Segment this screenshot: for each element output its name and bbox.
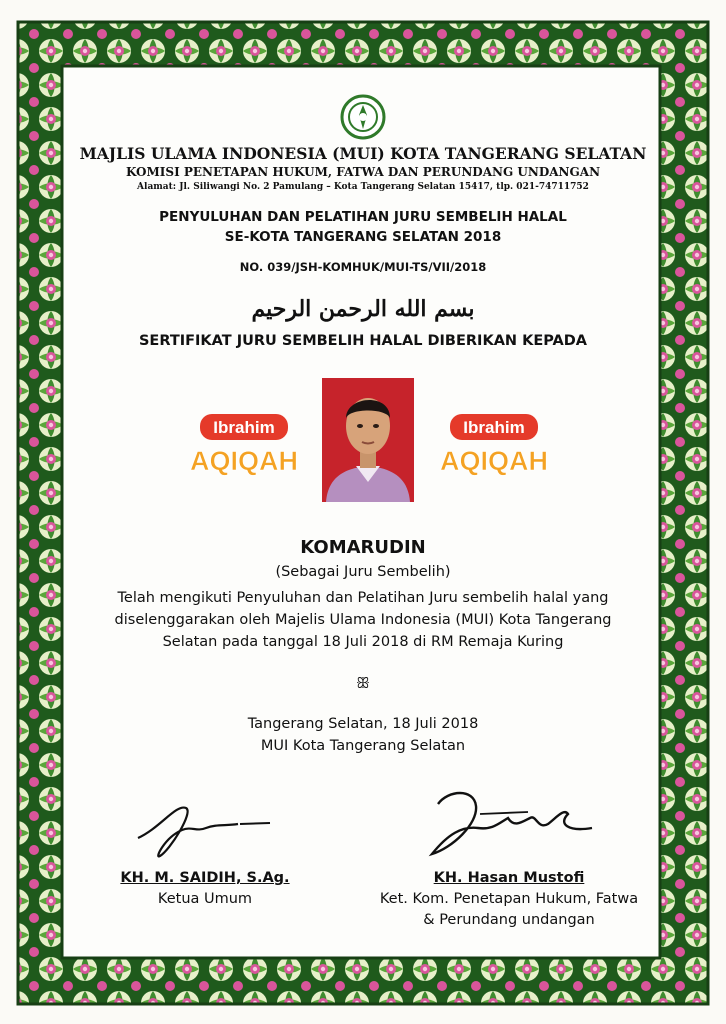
signatory-right-title-line2: & Perundang undangan	[423, 912, 595, 928]
watermark-text-top: Ibrahim	[213, 418, 275, 437]
signature-right	[418, 784, 594, 864]
signatory-right-title-line1: Ket. Kom. Penetapan Hukum, Fatwa	[379, 891, 639, 907]
signature-left	[130, 798, 280, 862]
body-text-line1: Telah mengikuti Penyuluhan dan Pelatihan Juru sembelih halal yang	[117, 590, 609, 606]
watermark-text-bottom: AQIQAH	[440, 446, 548, 476]
certificate-number: NO. 039/JSH-KOMHUK/MUI-TS/VII/2018	[239, 260, 487, 274]
organization-name: MAJLIS ULAMA INDONESIA (MUI) KOTA TANGERANG SELATAN	[79, 144, 647, 163]
recipient-name: KOMARUDIN	[300, 537, 426, 558]
event-title-line2: SE-KOTA TANGERANG SELATAN 2018	[224, 229, 502, 245]
organization-address: Alamat: Jl. Siliwangi No. 2 Pamulang – Kota Tangerang Selatan 15417, tlp. 021-74711752	[137, 182, 589, 192]
commission-name: KOMISI PENETAPAN HUKUM, FATWA DAN PERUNDANG UNDANGAN	[125, 165, 601, 179]
watermark-text-top: Ibrahim	[463, 418, 525, 437]
signatory-left-name: KH. M. SAIDIH, S.Ag.	[120, 870, 290, 886]
recipient-photo	[322, 378, 414, 502]
watermark-text-bottom: AQIQAH	[190, 446, 298, 476]
certificate-heading: SERTIFIKAT JURU SEMBELIH HALAL DIBERIKAN KEPADA	[138, 333, 588, 349]
watermark-logo-right	[432, 412, 554, 480]
signatory-right-name: KH. Hasan Mustofi	[433, 870, 585, 886]
bismillah-calligraphy: بسم الله الرحمن الرحيم	[251, 296, 475, 322]
body-text-line3: Selatan pada tanggal 18 Juli 2018 di RM Remaja Kuring	[162, 634, 564, 650]
recipient-role: (Sebagai Juru Sembelih)	[275, 564, 451, 580]
signatory-left-title: Ketua Umum	[157, 891, 253, 907]
place-date: Tangerang Selatan, 18 Juli 2018	[247, 716, 479, 732]
ornament-divider: ꕥ	[356, 674, 370, 692]
body-text-line2: diselenggarakan oleh Majelis Ulama Indonesia (MUI) Kota Tangerang	[114, 612, 612, 628]
issuer-name: MUI Kota Tangerang Selatan	[260, 738, 466, 754]
mui-logo	[340, 94, 386, 140]
event-title-line1: PENYULUHAN DAN PELATIHAN JURU SEMBELIH HALAL	[159, 209, 567, 225]
watermark-logo-left	[182, 412, 304, 480]
